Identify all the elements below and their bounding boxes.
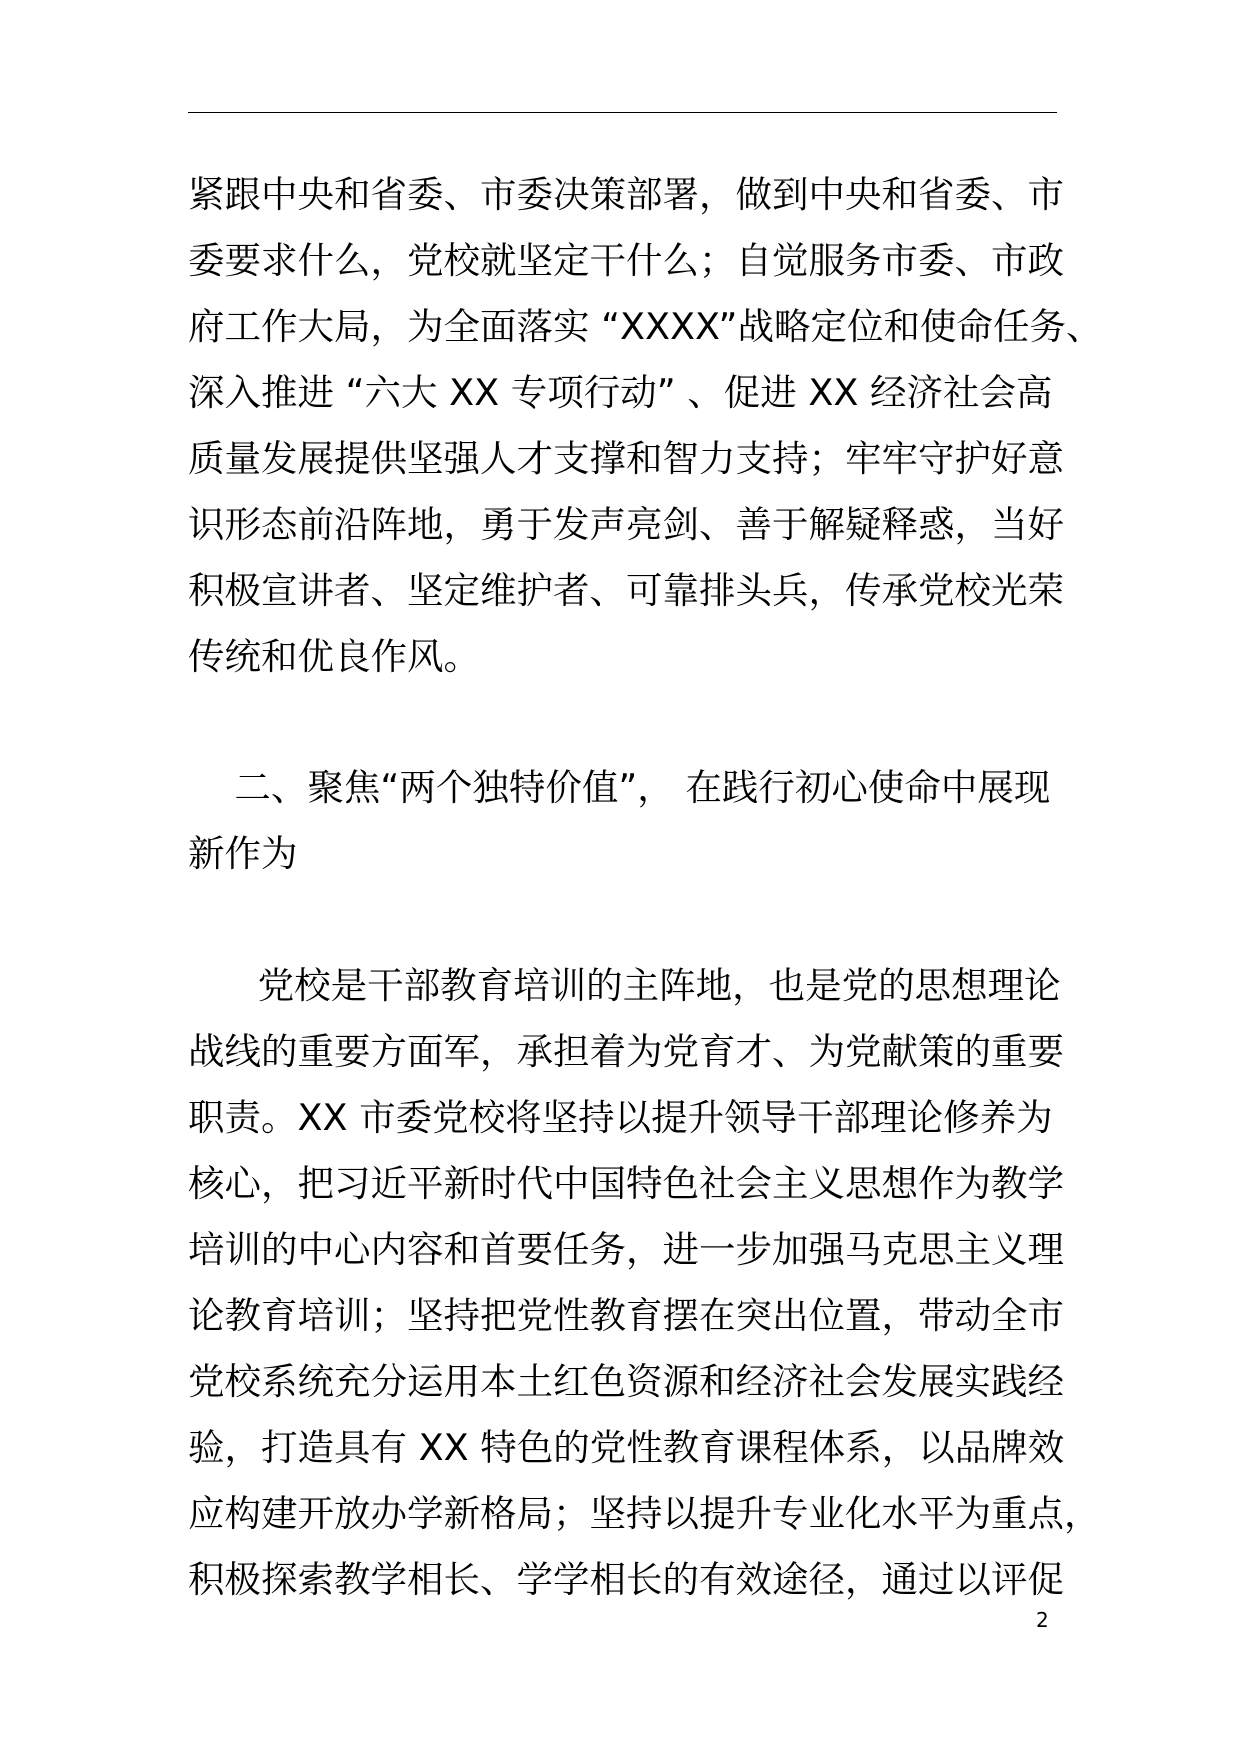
paragraph-line: 论教育培训；坚持把党性教育摆在突出位置，带动全市 [188, 1294, 1064, 1337]
paragraph-line: 应构建开放办学新格局；坚持以提升专业化水平为重点， [188, 1492, 1101, 1535]
header-rule [188, 112, 1057, 113]
paragraph-line: 核心，把习近平新时代中国特色社会主义思想作为教学 [188, 1162, 1064, 1205]
paragraph-line: 培训的中心内容和首要任务，进一步加强马克思主义理 [188, 1228, 1064, 1271]
paragraph-line: 传统和优良作风。 [188, 635, 480, 678]
paragraph-line: 委要求什么，党校就坚定干什么；自觉服务市委、市政 [188, 239, 1064, 282]
page-number: 2 [1036, 1608, 1049, 1632]
paragraph-line: 识形态前沿阵地，勇于发声亮剑、善于解疑释惑，当好 [188, 503, 1064, 546]
paragraph-line: 验，打造具有 XX 特色的党性教育课程体系，以品牌效 [188, 1426, 1065, 1469]
paragraph-line: 党校系统充分运用本土红色资源和经济社会发展实践经 [188, 1360, 1064, 1403]
paragraph-line: 紧跟中央和省委、市委决策部署，做到中央和省委、市 [188, 173, 1064, 216]
paragraph-line: 府工作大局，为全面落实 “XXXX”战略定位和使命任务、 [188, 305, 1103, 348]
paragraph-line: 职责。XX 市委党校将坚持以提升领导干部理论修养为 [188, 1096, 1053, 1139]
paragraph-line: 深入推进 “六大 XX 专项行动” 、促进 XX 经济社会高 [188, 371, 1053, 414]
paragraph-line: 党校是干部教育培训的主阵地，也是党的思想理论 [188, 964, 1061, 1007]
heading-line: 二、聚焦“两个独特价值”， 在践行初心使命中展现 [188, 766, 1051, 809]
paragraph-line: 积极宣讲者、坚定维护者、可靠排头兵，传承党校光荣 [188, 569, 1064, 612]
heading-line: 新作为 [188, 832, 298, 875]
paragraph-line: 积极探索教学相长、学学相长的有效途径，通过以评促 [188, 1558, 1064, 1601]
paragraph-line: 战线的重要方面军，承担着为党育才、为党献策的重要 [188, 1030, 1064, 1073]
paragraph-line: 质量发展提供坚强人才支撑和智力支持；牢牢守护好意 [188, 437, 1064, 480]
